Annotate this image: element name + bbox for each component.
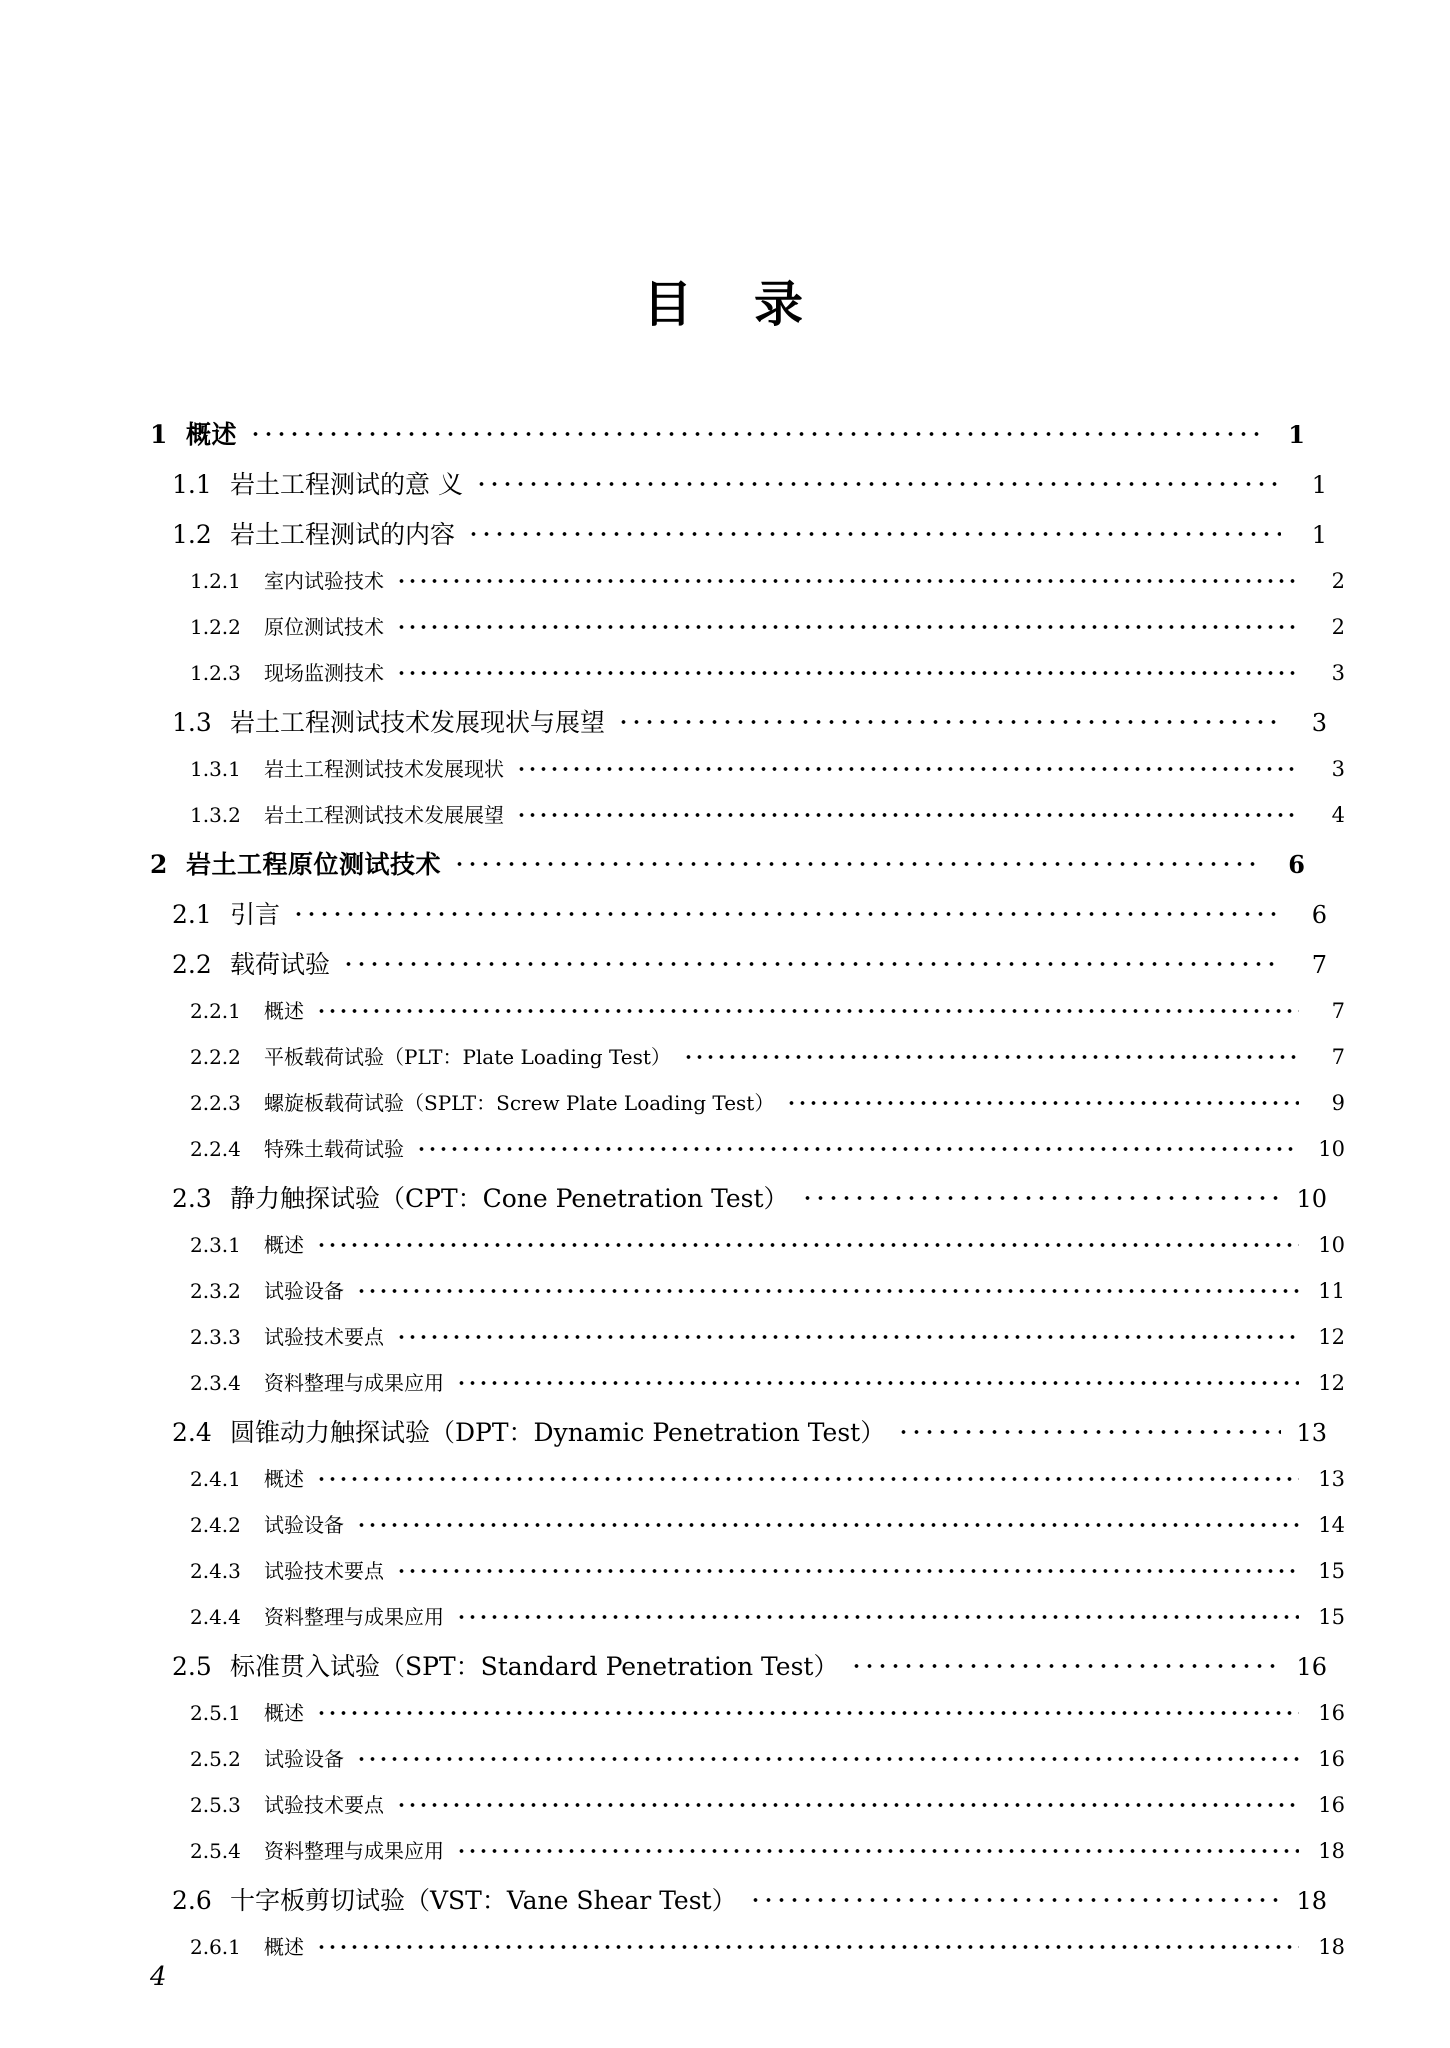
toc-entry-label: 资料整理与成果应用	[264, 1605, 444, 1629]
toc-entry[interactable]	[190, 565, 1345, 594]
toc-entry[interactable]	[190, 1463, 1345, 1492]
toc-entry-number: 2.3.3	[190, 1325, 241, 1349]
toc-entry[interactable]	[190, 1931, 1345, 1960]
toc-leader-dots	[316, 1466, 1299, 1486]
toc-entry-page: 16	[1318, 1793, 1345, 1817]
toc-entry[interactable]	[190, 1601, 1345, 1630]
toc-entry[interactable]	[172, 945, 1327, 981]
toc-entry-label: 概述	[264, 999, 304, 1023]
toc-entry-label: 概述	[264, 1935, 304, 1959]
toc-entry-number: 2.2.1	[190, 999, 241, 1023]
toc-entry-page: 7	[1331, 999, 1345, 1023]
page-title	[0, 0, 1450, 333]
toc-entry-page: 7	[1311, 951, 1327, 979]
toc-leader-dots	[617, 706, 1281, 731]
toc-entry[interactable]	[190, 799, 1345, 828]
toc-entry-number: 2.5	[172, 1652, 212, 1681]
toc-entry-page: 4	[1331, 803, 1345, 827]
toc-entry-label: 原位测试技术	[264, 615, 384, 639]
toc-entry-number: 2.2.3	[190, 1091, 241, 1115]
toc-leader-dots	[456, 1838, 1299, 1858]
toc-entry-label: 现场监测技术	[264, 661, 384, 685]
toc-entry[interactable]	[190, 1835, 1345, 1864]
toc-entry-number: 2.4.1	[190, 1467, 241, 1491]
toc-leader-dots	[249, 418, 1259, 443]
toc-entry[interactable]	[190, 1275, 1345, 1304]
toc-entry-page: 1	[1288, 420, 1305, 449]
toc-entry-page: 15	[1318, 1605, 1345, 1629]
toc-entry-label: 室内试验技术	[264, 569, 384, 593]
toc-entry-label: 资料整理与成果应用	[264, 1839, 444, 1863]
toc-leader-dots	[356, 1512, 1299, 1532]
toc-entry-page: 10	[1296, 1185, 1327, 1213]
toc-entry-page: 14	[1318, 1513, 1345, 1537]
toc-entry-number: 2.6	[172, 1886, 212, 1915]
toc-entry-label: 概述	[264, 1233, 304, 1257]
toc-entry-number: 2.4.2	[190, 1513, 241, 1537]
toc-entry-page: 9	[1331, 1091, 1345, 1115]
toc-entry-number: 2.4.3	[190, 1559, 241, 1583]
toc-leader-dots	[316, 1934, 1299, 1954]
toc-entry-page: 16	[1318, 1701, 1345, 1725]
toc-leader-dots	[316, 1232, 1299, 1252]
toc-entry-number: 2.3.2	[190, 1279, 241, 1303]
toc-entry[interactable]	[172, 1413, 1327, 1449]
toc-entry-label: 圆锥动力触探试验（DPT：Dynamic Penetration Test）	[230, 1418, 886, 1447]
toc-leader-dots	[456, 1370, 1299, 1390]
toc-entry-page: 10	[1318, 1137, 1345, 1161]
toc-entry-label: 试验设备	[264, 1747, 344, 1771]
toc-entry-number: 1.2.2	[190, 615, 241, 639]
toc-entry-label: 试验设备	[264, 1279, 344, 1303]
toc-entry-number: 2.5.1	[190, 1701, 241, 1725]
toc-entry-number: 1.3.2	[190, 803, 241, 827]
toc-entry-page: 6	[1288, 850, 1305, 879]
toc-leader-dots	[786, 1090, 1299, 1110]
toc-entry-page: 10	[1318, 1233, 1345, 1257]
toc-entry-label: 岩土工程测试技术发展现状	[264, 757, 504, 781]
toc-leader-dots	[475, 468, 1281, 493]
toc-entry[interactable]	[172, 703, 1327, 739]
toc-entry[interactable]	[190, 1789, 1345, 1818]
toc-entry[interactable]	[150, 845, 1305, 881]
table-of-contents	[0, 415, 1450, 1960]
toc-entry-number: 2.3.4	[190, 1371, 241, 1395]
toc-entry-label: 概述	[264, 1467, 304, 1491]
toc-entry-page: 3	[1331, 661, 1345, 685]
toc-entry-number: 2.3.1	[190, 1233, 241, 1257]
toc-entry[interactable]	[190, 1509, 1345, 1538]
toc-entry[interactable]	[190, 1133, 1345, 1162]
toc-entry-number: 2	[150, 850, 168, 879]
page-title-char-1: 目	[643, 275, 696, 333]
toc-entry[interactable]	[172, 1647, 1327, 1683]
toc-entry-number: 2.2.4	[190, 1137, 241, 1161]
toc-entry-page: 2	[1331, 569, 1345, 593]
toc-entry-number: 2.3	[172, 1184, 212, 1213]
toc-leader-dots	[456, 1604, 1299, 1624]
toc-entry-number: 2.6.1	[190, 1935, 241, 1959]
toc-entry-page: 7	[1331, 1045, 1345, 1069]
toc-entry[interactable]	[190, 1041, 1345, 1070]
toc-entry[interactable]	[172, 515, 1327, 551]
toc-entry-page: 12	[1318, 1371, 1345, 1395]
toc-leader-dots	[396, 660, 1299, 680]
toc-entry-page: 16	[1318, 1747, 1345, 1771]
toc-entry-number: 1	[150, 420, 168, 449]
toc-entry-label: 试验技术要点	[264, 1793, 384, 1817]
toc-entry-label: 十字板剪切试验（VST：Vane Shear Test）	[230, 1886, 737, 1915]
toc-entry-label: 资料整理与成果应用	[264, 1371, 444, 1395]
toc-entry-number: 1.3	[172, 708, 212, 737]
toc-entry-label: 岩土工程测试技术发展现状与展望	[230, 708, 606, 737]
toc-leader-dots	[396, 1558, 1299, 1578]
toc-entry-label: 试验设备	[264, 1513, 344, 1537]
toc-entry-number: 1.2	[172, 520, 212, 549]
toc-entry-number: 2.2	[172, 950, 212, 979]
toc-leader-dots	[292, 898, 1281, 923]
toc-leader-dots	[396, 1324, 1299, 1344]
toc-entry[interactable]	[172, 895, 1327, 931]
toc-entry[interactable]	[190, 1229, 1345, 1258]
toc-entry-number: 2.5.3	[190, 1793, 241, 1817]
toc-entry-page: 18	[1296, 1887, 1327, 1915]
toc-entry[interactable]	[172, 465, 1327, 501]
toc-entry-page: 13	[1296, 1419, 1327, 1447]
toc-entry-page: 2	[1331, 615, 1345, 639]
toc-leader-dots	[342, 948, 1281, 973]
toc-entry-number: 2.2.2	[190, 1045, 241, 1069]
toc-entry-label: 岩土工程测试技术发展展望	[264, 803, 504, 827]
toc-entry-page: 1	[1311, 471, 1327, 499]
toc-leader-dots	[516, 756, 1299, 776]
toc-entry-label: 螺旋板载荷试验（SPLT：Screw Plate Loading Test）	[264, 1091, 775, 1115]
toc-entry[interactable]	[190, 611, 1345, 640]
toc-leader-dots	[316, 998, 1299, 1018]
toc-entry-label: 概述	[264, 1701, 304, 1725]
toc-entry-number: 2.5.4	[190, 1839, 241, 1863]
toc-entry-label: 平板载荷试验（PLT：Plate Loading Test）	[264, 1045, 671, 1069]
toc-leader-dots	[749, 1884, 1281, 1909]
toc-leader-dots	[516, 802, 1299, 822]
toc-leader-dots	[467, 518, 1281, 543]
toc-entry[interactable]	[190, 1555, 1345, 1584]
toc-entry[interactable]	[190, 657, 1345, 686]
toc-leader-dots	[453, 848, 1259, 873]
toc-entry-label: 试验技术要点	[264, 1559, 384, 1583]
toc-entry-page: 16	[1296, 1653, 1327, 1681]
toc-entry[interactable]	[190, 753, 1345, 782]
toc-entry-number: 1.2.1	[190, 569, 241, 593]
toc-entry-number: 2.4.4	[190, 1605, 241, 1629]
toc-entry-label: 岩土工程原位测试技术	[186, 850, 442, 879]
toc-leader-dots	[396, 614, 1299, 634]
toc-entry[interactable]	[190, 1087, 1345, 1116]
toc-entry-number: 2.4	[172, 1418, 212, 1447]
toc-entry-page: 12	[1318, 1325, 1345, 1349]
toc-entry-label: 载荷试验	[230, 950, 331, 979]
toc-entry-number: 1.1	[172, 470, 212, 499]
toc-leader-dots	[801, 1182, 1282, 1207]
toc-leader-dots	[850, 1650, 1281, 1675]
toc-entry-page: 3	[1311, 709, 1327, 737]
toc-entry-page: 3	[1331, 757, 1345, 781]
toc-entry-label: 岩土工程测试的意 义	[230, 470, 463, 499]
toc-entry[interactable]	[190, 1697, 1345, 1726]
toc-entry-number: 2.1	[172, 900, 212, 929]
toc-entry[interactable]	[172, 1179, 1327, 1215]
footer-page-number: 4	[150, 1962, 167, 1992]
toc-leader-dots	[396, 568, 1299, 588]
toc-entry-label: 概述	[186, 420, 238, 449]
toc-leader-dots	[396, 1792, 1299, 1812]
toc-entry-page: 15	[1318, 1559, 1345, 1583]
toc-entry-label: 标准贯入试验（SPT：Standard Penetration Test）	[230, 1652, 839, 1681]
toc-entry-page: 1	[1311, 521, 1327, 549]
toc-leader-dots	[683, 1044, 1299, 1064]
toc-leader-dots	[316, 1700, 1299, 1720]
toc-entry-number: 1.2.3	[190, 661, 241, 685]
toc-entry-label: 岩土工程测试的内容	[230, 520, 456, 549]
toc-entry[interactable]	[172, 1881, 1327, 1917]
toc-entry-label: 特殊土载荷试验	[264, 1137, 404, 1161]
toc-entry-label: 试验技术要点	[264, 1325, 384, 1349]
toc-entry-label: 引言	[230, 900, 281, 929]
toc-entry[interactable]	[150, 415, 1305, 451]
toc-entry-number: 1.3.1	[190, 757, 241, 781]
toc-entry-page: 18	[1318, 1935, 1345, 1959]
toc-entry-page: 11	[1318, 1279, 1345, 1303]
toc-entry[interactable]	[190, 1321, 1345, 1350]
toc-leader-dots	[416, 1136, 1299, 1156]
toc-entry-label: 静力触探试验（CPT：Cone Penetration Test）	[230, 1184, 789, 1213]
page-title-char-2: 录	[754, 275, 807, 333]
toc-leader-dots	[356, 1746, 1299, 1766]
toc-entry-page: 13	[1318, 1467, 1345, 1491]
toc-entry[interactable]	[190, 1743, 1345, 1772]
toc-entry-page: 18	[1318, 1839, 1345, 1863]
toc-entry-number: 2.5.2	[190, 1747, 241, 1771]
toc-entry[interactable]	[190, 995, 1345, 1024]
toc-leader-dots	[897, 1416, 1281, 1441]
toc-entry[interactable]	[190, 1367, 1345, 1396]
toc-leader-dots	[356, 1278, 1299, 1298]
toc-entry-page: 6	[1311, 901, 1327, 929]
